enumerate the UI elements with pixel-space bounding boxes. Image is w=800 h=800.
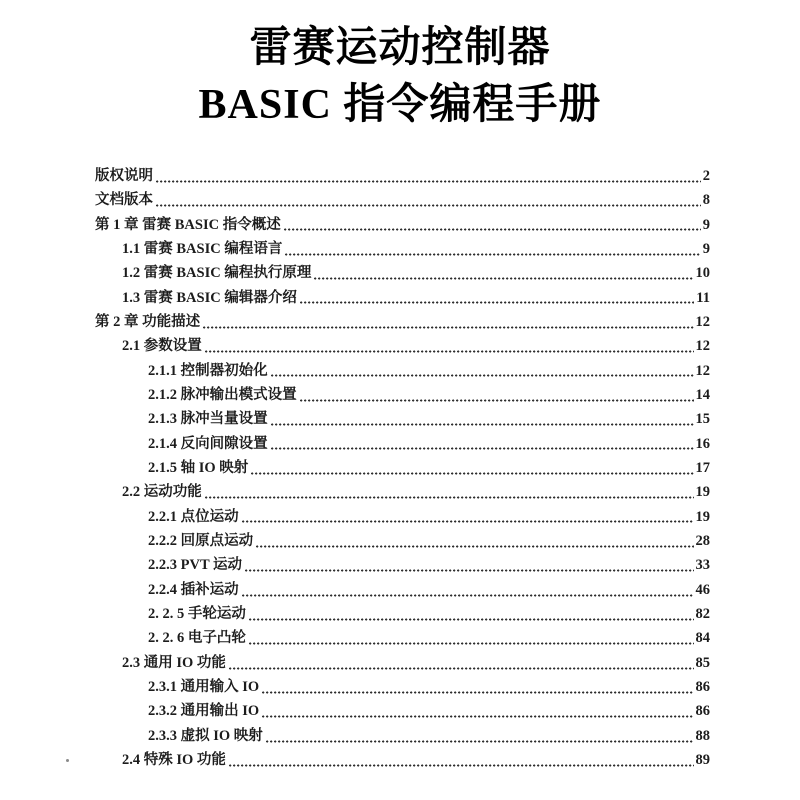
toc-entry-page-number: 19 (695, 508, 710, 525)
document-title-line2: BASIC 指令编程手册 (198, 82, 602, 128)
toc-entry[interactable] (95, 213, 710, 237)
toc-entry-page-number: 12 (695, 338, 710, 355)
toc-entry-page-number: 86 (695, 703, 710, 720)
toc-leader-dots (262, 715, 693, 718)
toc-entry-page-number: 33 (695, 557, 710, 574)
toc-entry[interactable] (95, 286, 710, 310)
toc-entry-page-number: 12 (695, 362, 710, 379)
toc-entry-label: 2.1.2 脉冲输出模式设置 (148, 387, 297, 404)
toc-entry-label: 1.2 雷赛 BASIC 编程执行原理 (122, 265, 312, 282)
toc-entry[interactable] (95, 261, 710, 285)
toc-entry-label: 2.3.3 虚拟 IO 映射 (148, 727, 263, 744)
toc-entry[interactable] (95, 237, 710, 261)
toc-entry-page-number: 84 (695, 630, 710, 647)
toc-entry-label: 2.3 通用 IO 功能 (122, 654, 226, 671)
toc-entry-label: 2.3.1 通用输入 IO (148, 679, 260, 696)
toc-entry-page-number: 46 (695, 581, 710, 598)
toc-leader-dots (251, 472, 693, 475)
toc-entry[interactable] (95, 554, 710, 578)
toc-leader-dots (271, 447, 694, 450)
toc-entry-page-number: 17 (695, 460, 710, 477)
toc-leader-dots (300, 301, 694, 304)
toc-entry-page-number: 82 (695, 606, 710, 623)
toc-leader-dots (156, 204, 701, 207)
toc-leader-dots (203, 326, 693, 329)
toc-entry-page-number: 9 (702, 240, 710, 257)
toc-entry[interactable] (95, 578, 710, 602)
toc-entry-page-number: 19 (695, 484, 710, 501)
toc-entry-page-number: 88 (695, 727, 710, 744)
toc-entry[interactable] (95, 651, 710, 675)
toc-entry[interactable] (95, 432, 710, 456)
toc-leader-dots (205, 350, 694, 353)
toc-entry-page-number: 10 (695, 265, 710, 282)
toc-leader-dots (242, 520, 694, 523)
toc-leader-dots (300, 399, 694, 402)
toc-entry-page-number: 14 (695, 387, 710, 404)
toc-entry[interactable] (95, 602, 710, 626)
toc-leader-dots (285, 253, 700, 256)
toc-entry-label: 第 1 章 雷赛 BASIC 指令概述 (95, 216, 281, 233)
toc-leader-dots (262, 691, 693, 694)
toc-entry[interactable] (95, 359, 710, 383)
toc-entry[interactable] (95, 529, 710, 553)
toc-leader-dots (242, 594, 694, 597)
toc-entry[interactable] (95, 383, 710, 407)
toc-entry-label: 2.2.2 回原点运动 (148, 533, 254, 550)
toc-entry[interactable] (95, 480, 710, 504)
toc-entry-label: 1.3 雷赛 BASIC 编辑器介绍 (122, 289, 297, 306)
toc-entry[interactable] (95, 188, 710, 212)
toc-entry-page-number: 2 (702, 167, 710, 184)
toc-leader-dots (245, 569, 694, 572)
toc-entry-label: 2.4 特殊 IO 功能 (122, 752, 226, 769)
table-of-contents (95, 164, 710, 773)
toc-entry-label: 2.1.1 控制器初始化 (148, 362, 268, 379)
toc-leader-dots (256, 545, 693, 548)
toc-entry[interactable] (95, 675, 710, 699)
toc-leader-dots (266, 740, 694, 743)
toc-entry-page-number: 9 (702, 216, 710, 233)
toc-leader-dots (249, 642, 694, 645)
toc-entry-page-number: 12 (695, 313, 710, 330)
toc-entry-page-number: 85 (695, 654, 710, 671)
toc-entry[interactable] (95, 700, 710, 724)
toc-entry[interactable] (95, 407, 710, 431)
toc-entry-label: 2.2.3 PVT 运动 (148, 557, 242, 574)
toc-entry-label: 2.1 参数设置 (122, 338, 202, 355)
toc-entry-label: 第 2 章 功能描述 (95, 313, 201, 330)
toc-entry-label: 2.1.4 反向间隙设置 (148, 435, 268, 452)
toc-entry[interactable] (95, 334, 710, 358)
toc-leader-dots (205, 496, 694, 499)
toc-entry-label: 2.1.5 轴 IO 映射 (148, 460, 249, 477)
toc-entry-label: 文档版本 (95, 192, 153, 209)
page-artifact-dot (66, 759, 69, 762)
toc-leader-dots (271, 374, 694, 377)
toc-entry-page-number: 11 (696, 289, 710, 306)
toc-entry-label: 2.2 运动功能 (122, 484, 202, 501)
toc-leader-dots (229, 764, 694, 767)
toc-entry[interactable] (95, 310, 710, 334)
toc-entry-label: 2.1.3 脉冲当量设置 (148, 411, 268, 428)
toc-leader-dots (249, 618, 694, 621)
toc-leader-dots (229, 667, 694, 670)
toc-entry[interactable] (95, 627, 710, 651)
toc-entry-label: 2. 2. 5 手轮运动 (148, 606, 246, 623)
document-title-line1: 雷赛运动控制器 (249, 25, 551, 71)
toc-entry[interactable] (95, 505, 710, 529)
toc-leader-dots (284, 228, 701, 231)
toc-entry[interactable] (95, 724, 710, 748)
toc-leader-dots (156, 180, 701, 183)
toc-entry-page-number: 28 (695, 533, 710, 550)
toc-entry-label: 1.1 雷赛 BASIC 编程语言 (122, 240, 283, 257)
toc-entry-label: 2. 2. 6 电子凸轮 (148, 630, 246, 647)
toc-entry-page-number: 86 (695, 679, 710, 696)
toc-entry-page-number: 8 (702, 192, 710, 209)
toc-entry-page-number: 16 (695, 435, 710, 452)
toc-leader-dots (271, 423, 694, 426)
toc-entry-label: 2.2.1 点位运动 (148, 508, 239, 525)
toc-entry[interactable] (95, 748, 710, 772)
toc-entry-label: 2.3.2 通用输出 IO (148, 703, 260, 720)
toc-entry-label: 2.2.4 插补运动 (148, 581, 239, 598)
toc-entry-label: 版权说明 (95, 167, 153, 184)
document-title (0, 20, 800, 134)
toc-leader-dots (314, 277, 693, 280)
toc-entry-page-number: 15 (695, 411, 710, 428)
toc-entry[interactable] (95, 456, 710, 480)
toc-entry[interactable] (95, 164, 710, 188)
toc-entry-page-number: 89 (695, 752, 710, 769)
